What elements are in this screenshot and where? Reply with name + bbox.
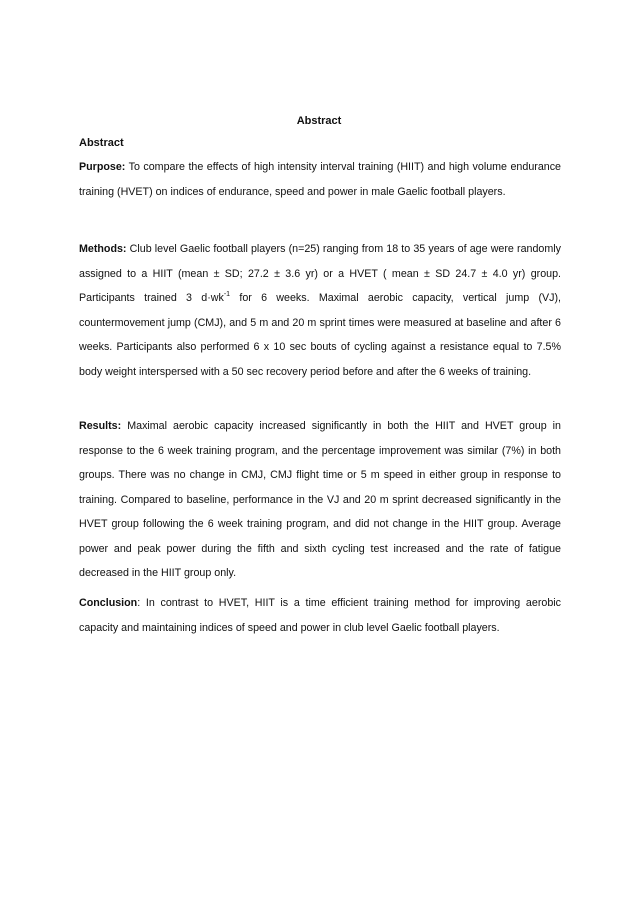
methods-paragraph (79, 237, 561, 384)
abstract-heading: Abstract (79, 137, 124, 149)
purpose-label: Purpose: (79, 161, 126, 173)
conclusion-label-suffix: : (137, 597, 141, 609)
conclusion-label: Conclusion (79, 597, 138, 609)
document-title: Abstract (296, 115, 342, 127)
purpose-paragraph (79, 155, 561, 204)
methods-text-part-1: Club level Gaelic football players (n=25) ranging from 18 to 35 years of age were randomly assigned to a HIIT (mean ± SD; 27.2 ± 3.6 yr) or a HVET ( mean ± SD 24.7 ± 4.0 yr) group. Participants trained 3 d·wk (79, 243, 561, 304)
purpose-text: To compare the effects of high intensity interval training (HIIT) and high volume endurance training (HVET) on indices of endurance, speed and power in male Gaelic football players. (79, 161, 561, 198)
conclusion-paragraph (79, 591, 561, 640)
results-text: Maximal aerobic capacity increased significantly in both the HIIT and HVET group in response to the 6 week training program, and the percentage improvement was similar (7%) in both groups. There was no change in CMJ, CMJ flight time or 5 m speed in either group in response to training. Compared to baseline, performance in the VJ and 20 m sprint decreased significantly in the HVET group following the 6 week training program, and did not change in the HIIT group. Average power and peak power during the fifth and sixth cycling test increased and the rate of fatigue decreased in the HIIT group only. (79, 420, 561, 579)
conclusion-text: In contrast to HVET, HIIT is a time efficient training method for improving aerobic capacity and maintaining indices of speed and power in club level Gaelic football players. (79, 597, 561, 634)
methods-text-part-2: for 6 weeks. Maximal aerobic capacity, vertical jump (VJ), countermovement jump (CMJ), and 5 m and 20 m sprint times were measured at baseline and after 6 weeks. Participants also performed 6 x 10 sec bouts of cycling against a resistance equal to 7.5% body weight interspersed with a 50 sec recovery period before and after the 6 weeks of training. (79, 292, 561, 378)
results-paragraph (79, 414, 561, 586)
methods-label: Methods: (79, 243, 127, 255)
results-label: Results: (79, 420, 122, 432)
methods-superscript: -1 (223, 291, 231, 298)
